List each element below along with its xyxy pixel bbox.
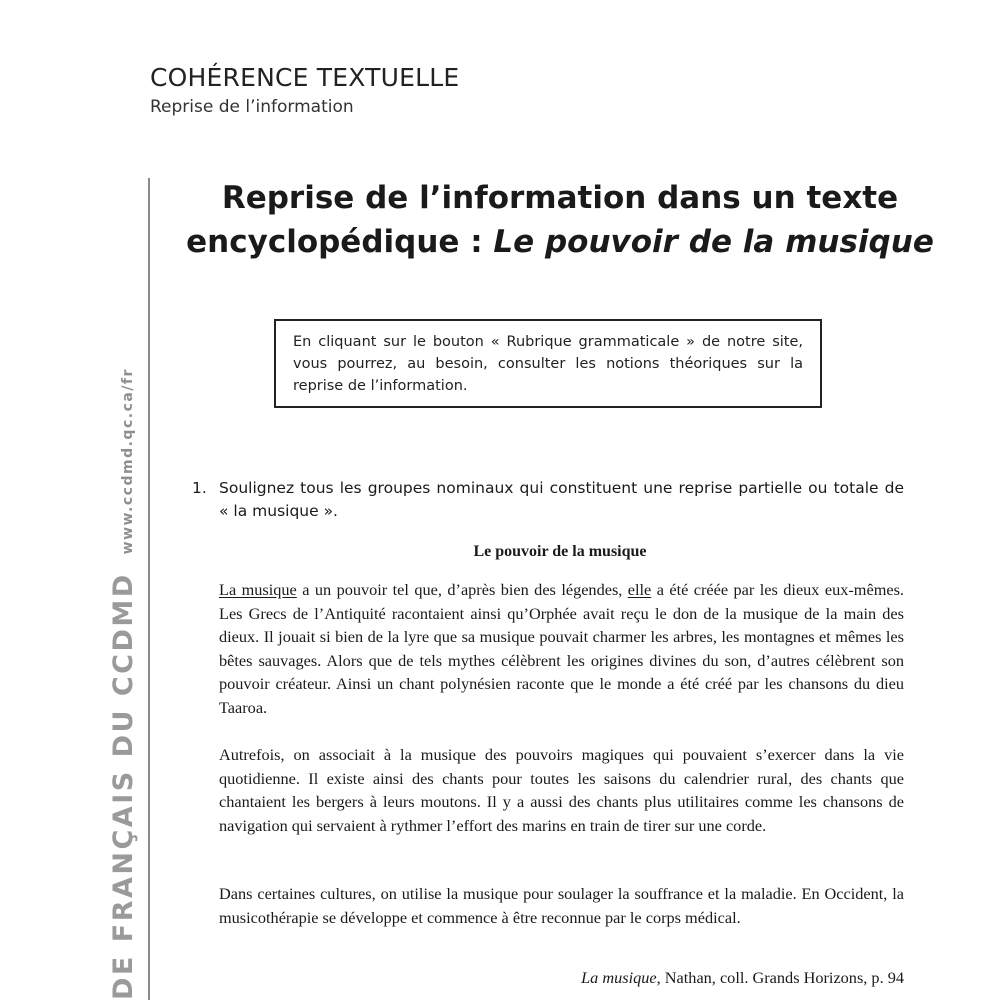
reading-paragraph-3: Dans certaines cultures, on utilise la musique pour soulager la souffrance et la maladie. En Occident, la musicothérapie se développe et commence à être reconnue par le corps médical. [219, 884, 904, 927]
source-title: La musique [581, 968, 657, 987]
section-subtitle: Reprise de l’information [150, 97, 354, 117]
page-title-italic: Le pouvoir de la musique [493, 224, 934, 260]
underlined-pronoun: elle [627, 580, 652, 599]
notice-text: En cliquant sur le bouton « Rubrique grammaticale » de notre site, vous pourrez, au besoin, consulter les notions théoriques sur la reprise de l’information. [293, 334, 803, 394]
reading-paragraph-2: Autrefois, on associait à la musique des pouvoirs magiques qui pouvaient s’exercer dans la vie quotidienne. Il existe ainsi des chants pour toutes les saisons du calendrier rural, des chants que chantaient les bergers à leurs moutons. Il y a aussi des chants plus utilitaires comme les chansons de navigation qui servaient à rythmer l’effort des marins en train de tirer sur une corde. [219, 745, 904, 835]
side-url-text: www.ccdmd.qc.ca/fr [120, 368, 136, 555]
paragraph-text: a été créée par les dieux eux-mêmes. Les Grecs de l’Antiquité racontaient ainsi qu’Orphée avait reçu le don de la musique de la main des dieux. Il jouait si bien de la lyre que sa musique pouvait charmer les arbres, les montagnes et mêmes les bêtes sauvages. Alors que de tels mythes célèbrent les origines divines du son, d’autres célèbrent son pouvoir créateur. Ainsi un chant polynésien raconte que le monde a été créé par les chansons du dieu Taaroa. [219, 580, 904, 717]
source-citation [581, 968, 904, 988]
side-banner [108, 368, 139, 1000]
section-title: COHÉRENCE TEXTUELLE [150, 63, 460, 92]
paragraph-text: a un pouvoir tel que, d’après bien des légendes, [296, 580, 628, 599]
exercise-question [192, 477, 904, 523]
margin-divider [148, 178, 150, 1000]
page-title-prefix: encyclopédique : [186, 224, 494, 260]
source-details: , Nathan, coll. Grands Horizons, p. 94 [656, 968, 904, 987]
reading-title: Le pouvoir de la musique [473, 543, 647, 560]
page-title [150, 176, 970, 264]
underlined-noun-group: La musique [219, 580, 297, 599]
notice-box [274, 319, 822, 408]
reading-paragraph-1 [219, 578, 904, 719]
question-text: Soulignez tous les groupes nominaux qui constituent une reprise partielle ou totale de « la musique ». [219, 479, 904, 520]
question-number: 1. [192, 479, 207, 497]
page-title-line2 [150, 220, 970, 264]
page-title-line1: Reprise de l’information dans un texte [221, 180, 899, 216]
side-brand-text: DE FRANÇAIS DU CCDMD [108, 572, 139, 1000]
